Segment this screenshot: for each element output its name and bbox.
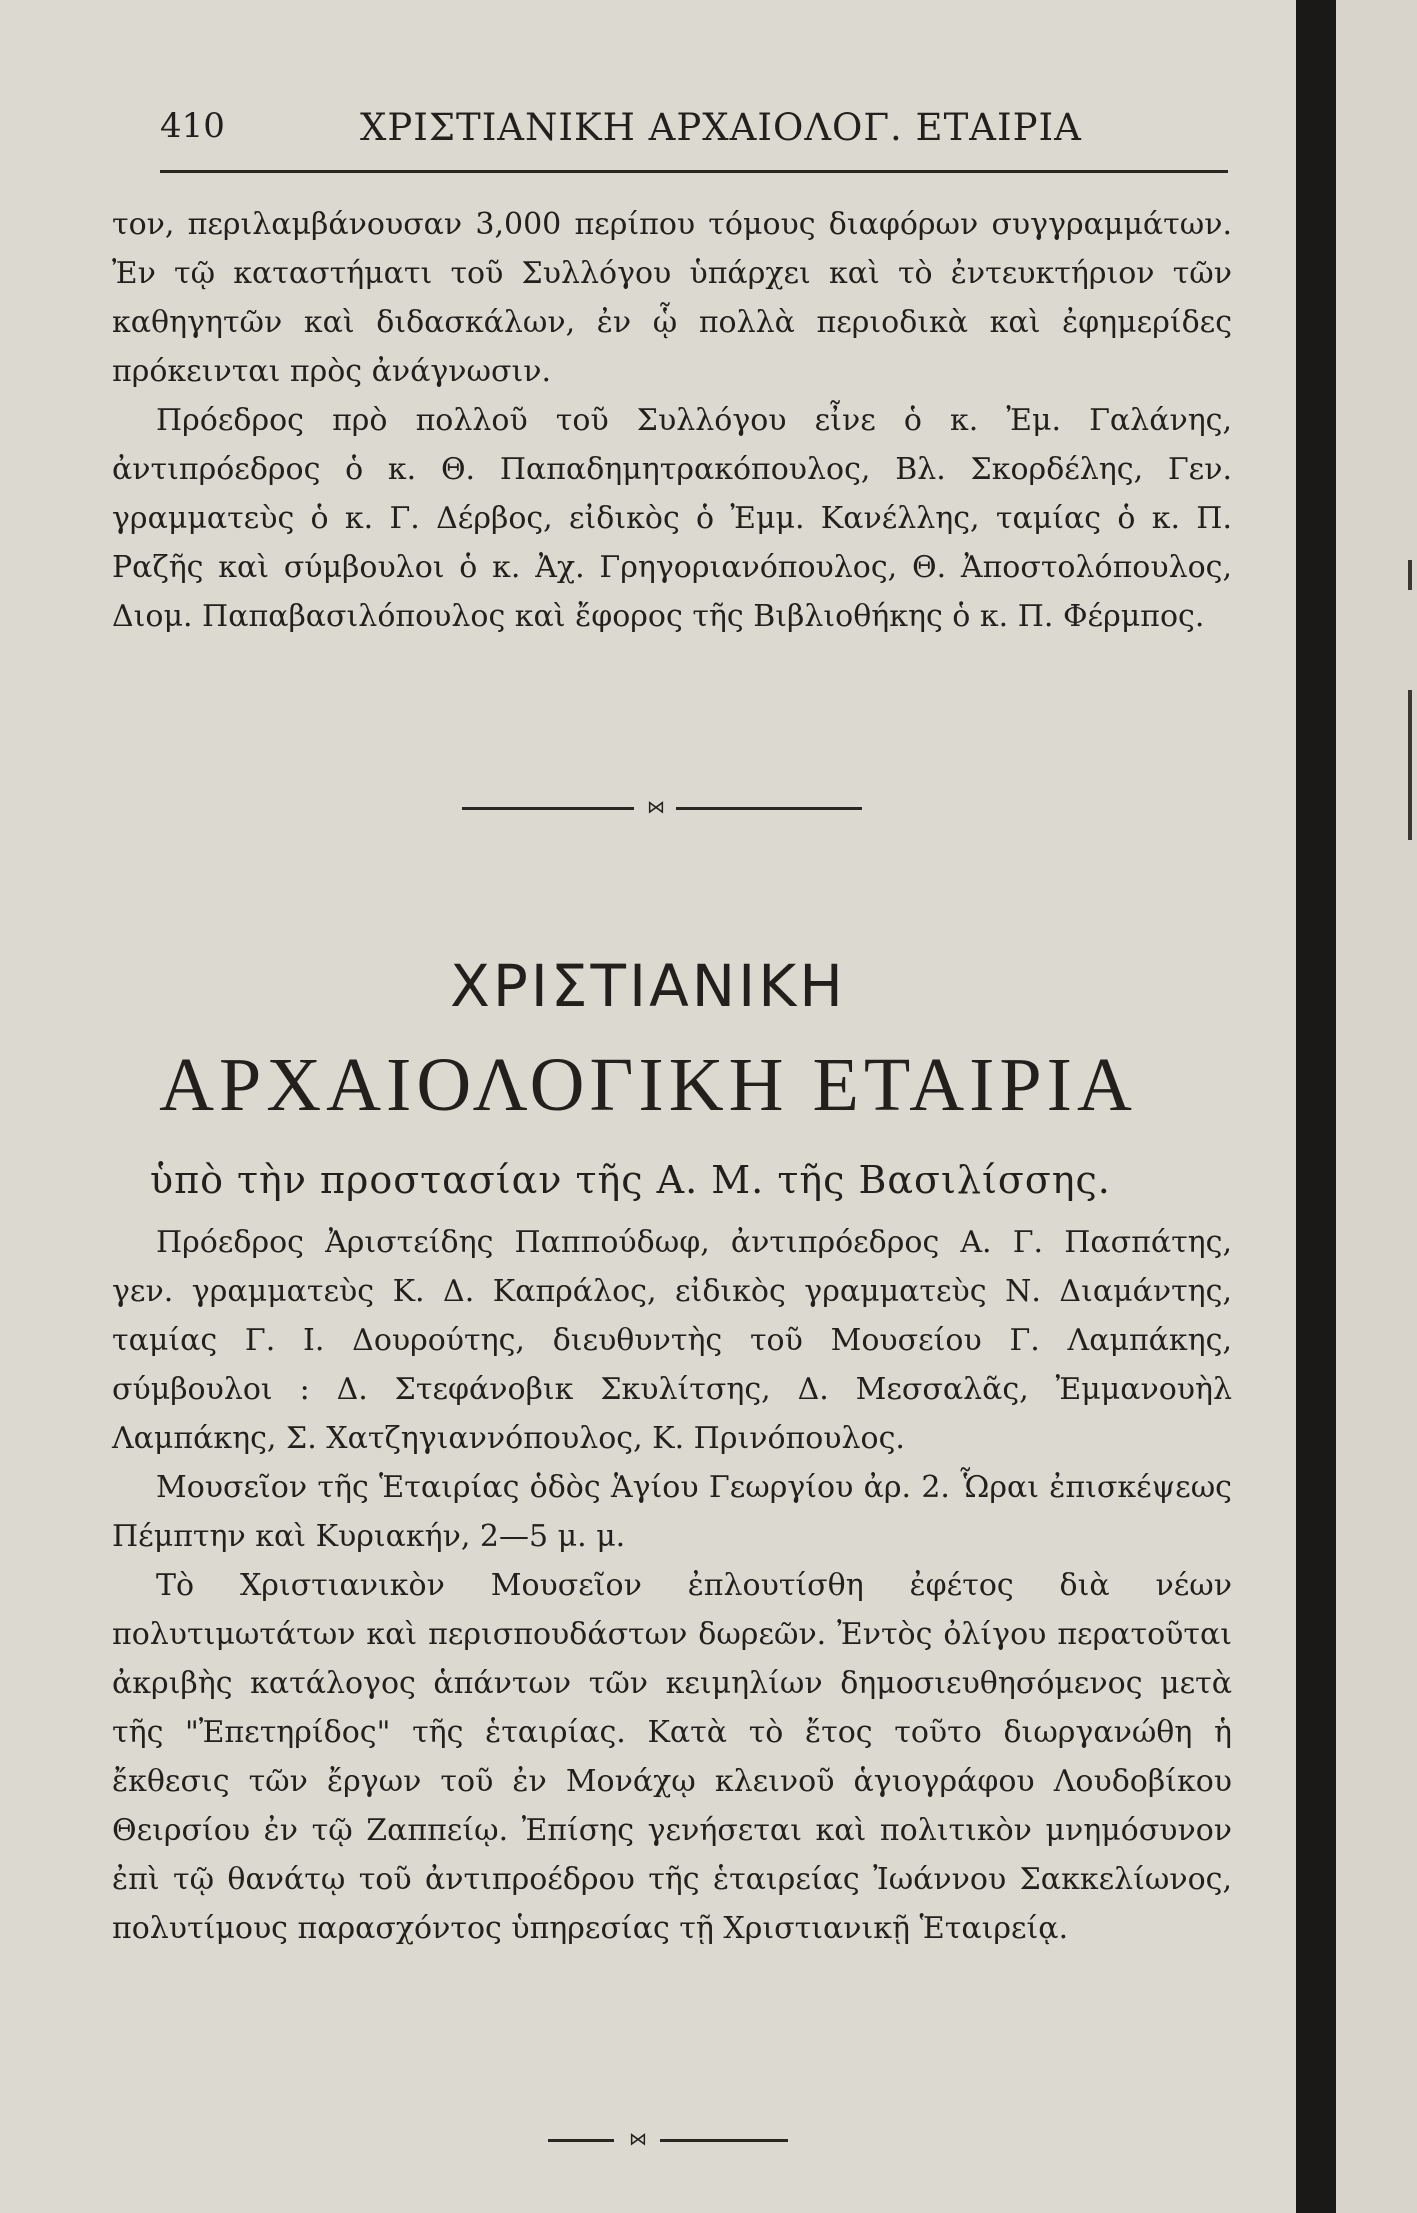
facing-page-mark (1408, 560, 1412, 590)
divider-line (462, 807, 634, 810)
paragraph: Τὸ Χριστιανικὸν Μουσεῖον ἐπλουτίσθη ἐφέτος διὰ νέων πολυτιμωτάτων καὶ περισπουδάστων δωρεῶν. Ἐντὸς ὀλίγου περατοῦται ἀκριβὴς κατάλογος ἁπάντων τῶν κειμηλίων δημοσιευθησόμενος μετὰ τῆς "Ἐπετηρίδος" τῆς ἑταιρίας. Κατὰ τὸ ἔτος τοῦτο διωργανώθη ἡ ἔκθεσις τῶν ἔργων τοῦ ἐν Μονάχῳ κλεινοῦ ἁγιογράφου Λουδοβίκου Θειρσίου ἐν τῷ Ζαππείῳ. Ἐπίσης γενήσεται καὶ πολιτικὸν μνημόσυνον ἐπὶ τῷ θανάτῳ τοῦ ἀντιπροέδρου τῆς ἑταιρείας Ἰωάννου Σακκελίωνος, πολυτίμους παρασχόντος ὑπηρεσίας τῇ Χριστιανικῇ Ἑταιρείᾳ. (112, 1568, 1232, 1946)
running-title: ΧΡΙΣΤΙΑΝΙΚΗ ΑΡΧΑΙΟΛΟΓ. ΕΤΑΙΡΙΑ (360, 106, 1082, 149)
divider-line (548, 2139, 614, 2142)
divider-ornament-icon: ⋈ (647, 797, 665, 818)
paragraph: τον, περιλαμβάνουσαν 3,000 περίπου τόμους διαφόρων συγγραμμάτων. Ἐν τῷ καταστήματι τοῦ Συλλόγου ὑπάρχει καὶ τὸ ἐντευκτήριον τῶν καθηγητῶν καὶ διδασκάλων, ἐν ᾧ πολλὰ περιοδικὰ καὶ ἐφημερίδες πρόκεινται πρὸς ἀνάγνωσιν. (112, 207, 1232, 389)
section-2-text (112, 1218, 1232, 1953)
paragraph: Πρόεδρος πρὸ πολλοῦ τοῦ Συλλόγου εἶνε ὁ κ. Ἐμ. Γαλάνης, ἀντιπρόεδρος ὁ κ. Θ. Παπαδημητρακόπουλος, Βλ. Σκορδέλης, Γεν. γραμματεὺς ὁ κ. Γ. Δέρβος, εἰδικὸς ὁ Ἐμμ. Κανέλλης, ταμίας ὁ κ. Π. Ραζῆς καὶ σύμβουλοι ὁ κ. Ἀχ. Γρηγοριανόπουλος, Θ. Ἀποστολόπουλος, Διομ. Παπαβασιλόπουλος καὶ ἔφορος τῆς Βιβλιοθήκης ὁ κ. Π. Φέρμπος. (112, 403, 1232, 634)
paragraph: Πρόεδρος Ἀριστείδης Παππούδωφ, ἀντιπρόεδρος Α. Γ. Πασπάτης, γεν. γραμματεὺς Κ. Δ. Καπράλος, εἰδικὸς γραμματεὺς Ν. Διαμάντης, ταμίας Γ. Ι. Δουρούτης, διευθυντὴς τοῦ Μουσείου Γ. Λαμπάκης, σύμβουλοι : Δ. Στεφάνοβικ Σκυλίτσης, Δ. Μεσσαλᾶς, Ἐμμανουὴλ Λαμπάκης, Σ. Χατζηγιαννόπουλος, Κ. Πρινόπουλος. (112, 1225, 1232, 1456)
paragraph: Μουσεῖον τῆς Ἑταιρίας ὁδὸς Ἁγίου Γεωργίου ἀρ. 2. Ὧραι ἐπισκέψεως Πέμπτην καὶ Κυριακήν, 2—5 μ. μ. (112, 1470, 1232, 1554)
divider-line (660, 2139, 788, 2142)
header-rule (160, 170, 1228, 173)
divider-line (676, 807, 862, 810)
facing-page-edge (1336, 0, 1417, 2213)
facing-page-mark (1408, 690, 1412, 840)
section-title-line-1: ΧΡΙΣΤΙΑΝΙΚΗ (450, 952, 846, 1020)
divider-ornament-icon: ⋈ (629, 2129, 647, 2150)
section-1-text (112, 200, 1232, 641)
page-header (160, 106, 1228, 166)
ornament-divider-bottom (548, 2129, 788, 2150)
section-subtitle: ὑπὸ τὴν προστασίαν τῆς Α. Μ. τῆς Βασιλίσσης. (150, 1158, 1111, 1202)
page-number: 410 (160, 106, 225, 146)
ornament-divider (462, 797, 862, 818)
section-title-line-2: ΑΡΧΑΙΟΛΟΓΙΚΗ ΕΤΑΙΡΙΑ (159, 1043, 1137, 1127)
book-gutter (1296, 0, 1336, 2213)
